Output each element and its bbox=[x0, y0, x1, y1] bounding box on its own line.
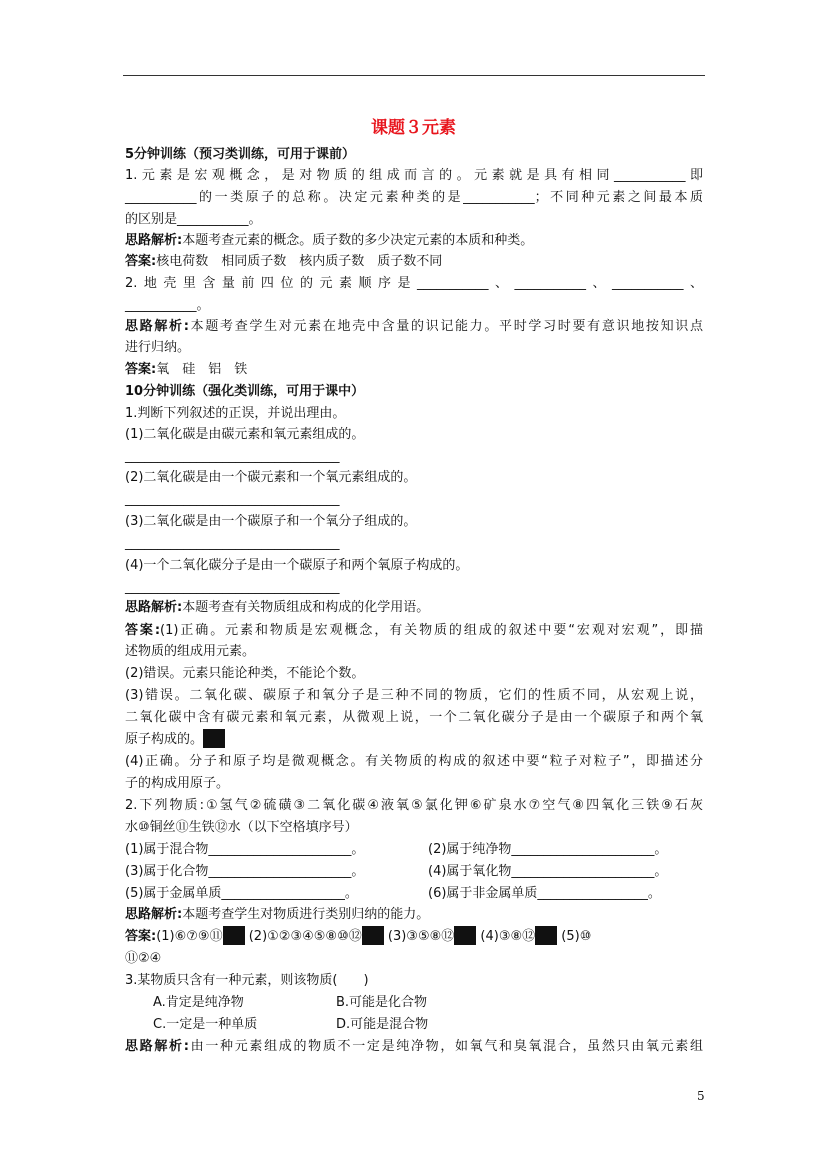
q2-analysis bbox=[125, 317, 703, 337]
redaction-block bbox=[223, 926, 245, 945]
s2-q1-item2: (2)二氧化碳是由一个碳元素和一个氧元素组成的。 bbox=[125, 470, 417, 485]
s2-q2-line1: 2.下列物质:①氢气②硫磺③二氧化碳④液氧⑤氯化钾⑥矿泉水⑦空气⑧四氧化三铁⑨石灰 bbox=[125, 798, 703, 813]
q2-line1: 2.地壳里含量前四位的元素顺序是___________、___________、___________、 bbox=[125, 276, 703, 291]
q2-row2-left: (3)属于化合物______________________。 bbox=[125, 864, 365, 879]
analysis-text: 本题考查有关物质组成和构成的化学用语。 bbox=[182, 600, 430, 615]
q1-analysis bbox=[125, 231, 533, 251]
s2-q1-analysis bbox=[125, 598, 429, 618]
answer-text: (1)正确。元素和物质是宏观概念，有关物质的组成的叙述中要“宏观对宏观”，即描 bbox=[160, 623, 704, 638]
answer-text: 氧 硅 铝 铁 bbox=[156, 362, 248, 377]
s2-q1-item4: (4)一个二氧化碳分子是由一个碳原子和两个氧原子构成的。 bbox=[125, 558, 469, 573]
s2-q2-line2: 水⑩铜丝⑪生铁⑫水（以下空格填序号） bbox=[125, 820, 358, 835]
s2-q1-ans3-end bbox=[125, 730, 225, 750]
s2-q1-prompt: 1.判断下列叙述的正误，并说出理由。 bbox=[125, 406, 346, 421]
page-number: 5 bbox=[697, 1089, 705, 1103]
s2-q3-prompt: 3.某物质只含有一种元素，则该物质( ) bbox=[125, 973, 369, 988]
header-rule bbox=[123, 75, 705, 76]
q2-answer bbox=[125, 360, 247, 380]
redaction-block bbox=[203, 729, 225, 748]
q2-row3-left: (5)属于金属单质___________________。 bbox=[125, 886, 358, 901]
q2-row3-right: (6)属于非金属单质_________________。 bbox=[428, 886, 661, 901]
option-d: D.可能是混合物 bbox=[336, 1017, 429, 1032]
answer-part-1: (1)⑥⑦⑨⑪ bbox=[156, 929, 223, 944]
answer-part-3: (3)③⑤⑧⑫ bbox=[387, 929, 455, 944]
analysis-text: 由一种元素组成的物质不一定是纯净物，如氧气和臭氧混合，虽然只由氧元素组 bbox=[188, 1039, 703, 1054]
answer-label: 答案: bbox=[125, 929, 157, 944]
answer-blank: _________________________________ bbox=[125, 492, 340, 507]
s2-q1-item3: (3)二氧化碳是由一个碳原子和一个氧分子组成的。 bbox=[125, 514, 417, 529]
option-b: B.可能是化合物 bbox=[336, 995, 428, 1010]
answer-label: 答案: bbox=[125, 362, 157, 377]
q2-row1-left: (1)属于混合物______________________。 bbox=[125, 842, 365, 857]
s2-q1-ans2: (2)错误。元素只能论种类，不能论个数。 bbox=[125, 666, 365, 681]
redaction-block bbox=[535, 926, 557, 945]
q1-line2: ___________的一类原子的总称。决定元素种类的是___________；不同种元素之间最本质 bbox=[125, 190, 703, 205]
analysis-label: 思路解析: bbox=[125, 319, 189, 334]
analysis-text: 本题考查元素的概念。质子数的多少决定元素的本质和种类。 bbox=[182, 233, 534, 248]
analysis-label: 思路解析: bbox=[125, 907, 183, 922]
answer-part-2: (2)①②③④⑤⑧⑩⑫ bbox=[248, 929, 362, 944]
q1-line3: 的区别是___________。 bbox=[125, 212, 262, 227]
q2-row2-right: (4)属于氧化物______________________。 bbox=[428, 864, 668, 879]
answer-label: 答案: bbox=[125, 623, 161, 638]
answer-label: 答案: bbox=[125, 254, 157, 269]
s2-q1-item1: (1)二氧化碳是由碳元素和氧元素组成的。 bbox=[125, 427, 365, 442]
s2-q1-ans3: (3)错误。二氧化碳、碳原子和氧分子是三种不同的物质，它们的性质不同，从宏观上说， bbox=[125, 688, 703, 703]
s2-q1-answer bbox=[125, 621, 703, 641]
option-c: C.一定是一种单质 bbox=[153, 1017, 258, 1032]
option-a: A.肯定是纯净物 bbox=[153, 995, 244, 1010]
analysis-label: 思路解析: bbox=[125, 233, 183, 248]
q2-line2: ___________。 bbox=[125, 298, 210, 313]
answer-text: 原子构成的。 bbox=[125, 732, 204, 747]
redaction-block bbox=[454, 926, 476, 945]
answer-blank: _________________________________ bbox=[125, 580, 340, 595]
redaction-block bbox=[362, 926, 384, 945]
answer-blank: _________________________________ bbox=[125, 449, 340, 464]
analysis-text: 本题考查学生对物质进行类别归纳的能力。 bbox=[182, 907, 430, 922]
s2-q2-analysis bbox=[125, 905, 429, 925]
answer-part-4: (4)③⑧⑫ bbox=[480, 929, 536, 944]
answer-text: 核电荷数 相同质子数 核内质子数 质子数不同 bbox=[156, 254, 443, 269]
analysis-text: 本题考查学生对元素在地壳中含量的识记能力。平时学习时要有意识地按知识点 bbox=[188, 319, 703, 334]
page-title: 课题３元素 bbox=[371, 118, 456, 138]
answer-blank: _________________________________ bbox=[125, 536, 340, 551]
s2-q1-ans1-cont: 述物质的组成用元素。 bbox=[125, 644, 256, 659]
section-heading-5min: 5分钟训练（预习类训练，可用于课前） bbox=[125, 147, 356, 162]
analysis-label: 思路解析: bbox=[125, 1039, 189, 1054]
s2-q1-ans3-cont: 二氧化碳中含有碳元素和氧元素，从微观上说，一个二氧化碳分子是由一个碳原子和两个氧 bbox=[125, 710, 703, 725]
s2-q2-answer bbox=[125, 927, 591, 947]
s2-q2-answer-cont: ⑪②④ bbox=[125, 951, 162, 966]
q2-analysis-cont: 进行归纳。 bbox=[125, 340, 191, 355]
s2-q1-ans4: (4)正确。分子和原子均是微观概念。有关物质的构成的叙述中要“粒子对粒子”，即描述分 bbox=[125, 754, 703, 769]
q1-line1: 1.元素是宏观概念，是对物质的组成而言的。元素就是具有相同___________即 bbox=[125, 168, 703, 183]
q2-row1-right: (2)属于纯净物______________________。 bbox=[428, 842, 668, 857]
analysis-label: 思路解析: bbox=[125, 600, 183, 615]
answer-part-5: (5)⑩ bbox=[561, 929, 592, 944]
q1-answer bbox=[125, 252, 442, 272]
s2-q3-analysis bbox=[125, 1037, 703, 1057]
section-heading-10min: 10分钟训练（强化类训练，可用于课中） bbox=[125, 384, 365, 399]
s2-q1-ans4-cont: 子的构成用原子。 bbox=[125, 776, 230, 791]
